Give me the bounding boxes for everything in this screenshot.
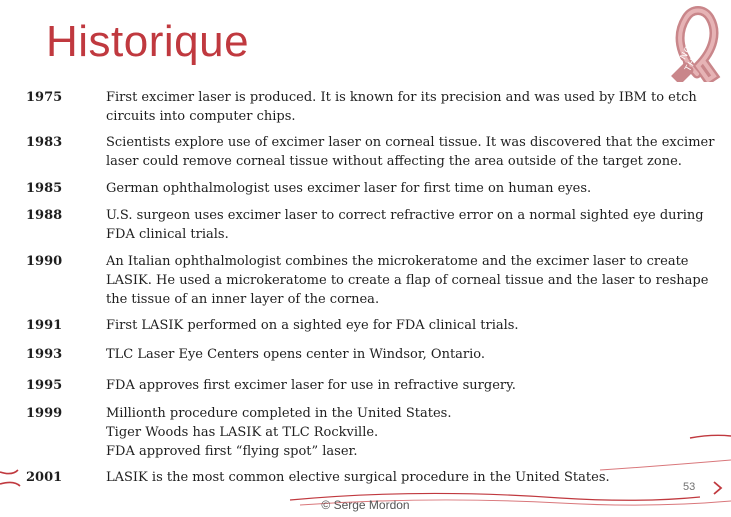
timeline-year: 1985 <box>26 181 63 196</box>
timeline-year: 1988 <box>26 208 63 223</box>
slide-title: Historique <box>46 17 250 66</box>
timeline-year: 1995 <box>26 378 63 393</box>
timeline-year: 2001 <box>26 470 63 485</box>
description-line: FDA approved first “flying spot” laser. <box>106 444 358 459</box>
description-line: FDA clinical trials. <box>106 227 229 242</box>
timeline-year: 1991 <box>26 318 63 333</box>
description-line: the tissue of an inner layer of the cornea. <box>106 292 380 307</box>
right-swoosh <box>600 460 731 470</box>
timeline-year: 1999 <box>26 406 63 421</box>
description-line: TLC Laser Eye Centers opens center in Windsor, Ontario. <box>106 347 486 362</box>
logo-text: ONCO-THAI <box>673 32 704 74</box>
description-line: LASIK is the most common elective surgical procedure in the United States. <box>106 470 610 485</box>
description-line: German ophthalmologist uses excimer laser for first time on human eyes. <box>106 181 592 196</box>
description-line: First excimer laser is produced. It is known for its precision and was used by IBM to etch <box>106 90 697 105</box>
next-arrow-icon <box>714 482 721 494</box>
left-swoosh <box>0 470 18 474</box>
description-line: laser could remove corneal tissue without affecting the area outside of the target zone. <box>106 154 682 169</box>
right-swoosh <box>690 435 731 438</box>
timeline-year: 1990 <box>26 254 63 269</box>
description-line: Scientists explore use of excimer laser on corneal tissue. It was discovered that the excimer <box>106 135 715 150</box>
copyright-footer: © Serge Mordon <box>321 498 410 512</box>
description-line: An Italian ophthalmologist combines the microkeratome and the excimer laser to create <box>106 254 689 269</box>
page-number: 53 <box>683 481 696 493</box>
left-swoosh <box>0 482 20 486</box>
description-line: Tiger Woods has LASIK at TLC Rockville. <box>106 425 379 440</box>
description-line: circuits into computer chips. <box>106 109 296 124</box>
description-line: Millionth procedure completed in the United States. <box>106 406 452 421</box>
description-line: First LASIK performed on a sighted eye for FDA clinical trials. <box>106 318 519 333</box>
timeline-year: 1993 <box>26 347 63 362</box>
description-line: U.S. surgeon uses excimer laser to correct refractive error on a normal sighted eye during <box>106 208 704 223</box>
timeline-year: 1983 <box>26 135 63 150</box>
description-line: LASIK. He used a microkeratome to create a flap of corneal tissue and the laser to reshape <box>106 273 709 288</box>
timeline-year: 1975 <box>26 90 63 105</box>
description-line: FDA approves first excimer laser for use in refractive surgery. <box>106 378 516 393</box>
